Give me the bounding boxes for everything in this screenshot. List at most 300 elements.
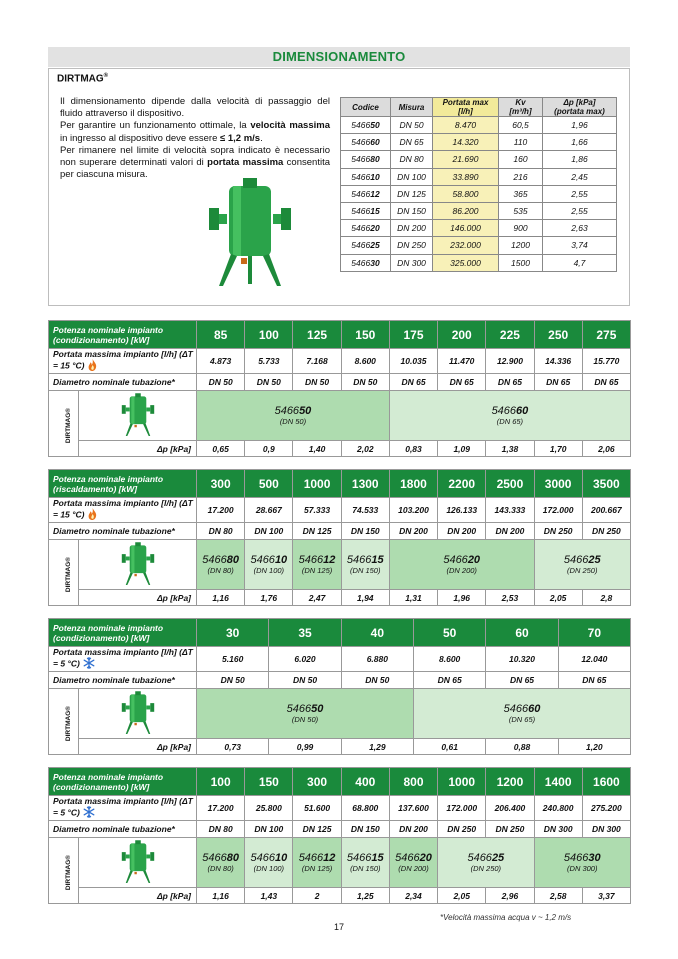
dp-value: 1,16 bbox=[197, 590, 245, 606]
model-row bbox=[49, 838, 631, 888]
dp-value: 1,38 bbox=[486, 441, 534, 457]
codes-row bbox=[341, 151, 617, 168]
flow-value: 126.133 bbox=[438, 498, 486, 523]
size-cell: DN 100 bbox=[391, 168, 433, 185]
dp-value: 2,02 bbox=[341, 441, 389, 457]
dp-cell: 2,55 bbox=[543, 185, 617, 202]
power-value: 40 bbox=[341, 619, 413, 647]
model-dn: (DN 100) bbox=[253, 864, 285, 873]
flow-value: 17.200 bbox=[197, 498, 245, 523]
col-header: Misura bbox=[391, 98, 433, 117]
model-code: 546610 bbox=[250, 554, 288, 566]
power-value: 1400 bbox=[534, 768, 582, 796]
flow-value: 137.600 bbox=[389, 796, 437, 821]
size-cell: DN 150 bbox=[391, 202, 433, 219]
flow-value: 200.667 bbox=[582, 498, 630, 523]
flow-value: 5.160 bbox=[197, 647, 269, 672]
dp-value: 1,70 bbox=[534, 441, 582, 457]
intro-text: Il dimensionamento dipende dalla velocità di passaggio del fluido attraverso il dispositivo. Per garantire un funzionamento ottimale, la velocità massima in ingresso al dispositivo deve essere ≤ 1,2 m/s. Per rimanere nel limite di velocità sopra indicato è necessario non superare determinati valori di portata massima consentita per ciascuna misura. bbox=[60, 96, 330, 181]
dp-value: 0,88 bbox=[486, 739, 558, 755]
model-row bbox=[49, 689, 631, 739]
flow-value: 172.000 bbox=[534, 498, 582, 523]
dp-value: 1,29 bbox=[341, 739, 413, 755]
model-dn: (DN 150) bbox=[350, 864, 381, 873]
model-dn: (DN 80) bbox=[207, 864, 234, 873]
power-value: 35 bbox=[269, 619, 341, 647]
codes-row bbox=[341, 237, 617, 254]
flame-icon bbox=[88, 359, 97, 373]
max-flow-cell: 232.000 bbox=[433, 237, 499, 254]
page-number: 17 bbox=[333, 922, 344, 932]
flow-label: Portata massima impianto [l/h] (ΔT = 5 °C) bbox=[49, 647, 197, 672]
model-cell bbox=[341, 838, 389, 888]
model-dn: (DN 250) bbox=[470, 864, 502, 873]
diameter-value: DN 125 bbox=[293, 523, 341, 540]
product-image-cell bbox=[79, 391, 197, 441]
diameter-value: DN 65 bbox=[558, 672, 630, 689]
diameter-value: DN 65 bbox=[414, 672, 486, 689]
flow-value: 6.020 bbox=[269, 647, 341, 672]
flow-value: 8.600 bbox=[341, 349, 389, 374]
dp-value: 2,96 bbox=[486, 888, 534, 904]
flow-value: 10.035 bbox=[389, 349, 437, 374]
diameter-value: DN 200 bbox=[486, 523, 534, 540]
size-cell: DN 50 bbox=[391, 117, 433, 134]
power-value: 1000 bbox=[438, 768, 486, 796]
sizing-table-conditioning-5-small bbox=[48, 618, 630, 755]
flow-value: 275.200 bbox=[582, 796, 630, 821]
dp-row bbox=[49, 888, 631, 904]
dp-label: Δp [kPa] bbox=[79, 888, 197, 904]
dp-cell: 1,66 bbox=[543, 134, 617, 151]
diameter-value: DN 200 bbox=[389, 523, 437, 540]
size-cell: DN 80 bbox=[391, 151, 433, 168]
model-code: 546615 bbox=[346, 554, 384, 566]
model-code: 546615 bbox=[346, 852, 384, 864]
diameter-value: DN 65 bbox=[486, 672, 558, 689]
dp-value: 1,20 bbox=[558, 739, 630, 755]
product-image-cell bbox=[79, 540, 197, 590]
diameter-value: DN 65 bbox=[534, 374, 582, 391]
max-flow-cell: 146.000 bbox=[433, 220, 499, 237]
dp-value: 2,05 bbox=[438, 888, 486, 904]
flow-value: 14.336 bbox=[534, 349, 582, 374]
codes-row bbox=[341, 254, 617, 271]
power-row bbox=[49, 321, 631, 349]
flow-value: 68.800 bbox=[341, 796, 389, 821]
model-code: 546620 bbox=[443, 554, 481, 566]
model-dn: (DN 100) bbox=[253, 566, 285, 575]
flow-label: Portata massima impianto [l/h] (ΔT = 15 °C) bbox=[49, 349, 197, 374]
diameter-value: DN 300 bbox=[582, 821, 630, 838]
diameter-value: DN 100 bbox=[245, 821, 293, 838]
size-cell: DN 250 bbox=[391, 237, 433, 254]
power-value: 175 bbox=[389, 321, 437, 349]
model-code: 546650 bbox=[286, 703, 324, 715]
model-cell bbox=[438, 838, 534, 888]
model-cell bbox=[197, 838, 245, 888]
kv-cell: 1200 bbox=[499, 237, 543, 254]
dp-value: 2 bbox=[293, 888, 341, 904]
dp-value: 0,99 bbox=[269, 739, 341, 755]
diameter-value: DN 50 bbox=[293, 374, 341, 391]
model-code: 546625 bbox=[563, 554, 601, 566]
flame-icon bbox=[88, 508, 97, 522]
flow-value: 51.600 bbox=[293, 796, 341, 821]
diameter-value: DN 65 bbox=[389, 374, 437, 391]
col-header: Portata max [l/h] bbox=[433, 98, 499, 117]
dp-cell: 4,7 bbox=[543, 254, 617, 271]
flow-value: 74.533 bbox=[341, 498, 389, 523]
product-image-cell bbox=[79, 689, 197, 739]
model-cell bbox=[389, 391, 630, 441]
flow-label: Portata massima impianto [l/h] (ΔT = 15 °C) bbox=[49, 498, 197, 523]
power-row bbox=[49, 619, 631, 647]
diameter-row bbox=[49, 821, 631, 838]
dp-value: 0,65 bbox=[197, 441, 245, 457]
power-value: 125 bbox=[293, 321, 341, 349]
dp-value: 1,31 bbox=[389, 590, 437, 606]
power-value: 2500 bbox=[486, 470, 534, 498]
code-cell: 546610 bbox=[341, 168, 391, 185]
power-label: Potenza nominale impianto (condizionamento) [kW] bbox=[49, 619, 197, 647]
dp-value: 2,47 bbox=[293, 590, 341, 606]
dp-value: 1,76 bbox=[245, 590, 293, 606]
power-value: 300 bbox=[293, 768, 341, 796]
col-header: Codice bbox=[341, 98, 391, 117]
model-cell bbox=[197, 391, 390, 441]
diameter-row bbox=[49, 523, 631, 540]
model-cell bbox=[534, 838, 630, 888]
power-value: 100 bbox=[197, 768, 245, 796]
code-cell: 546650 bbox=[341, 117, 391, 134]
dp-cell: 1,96 bbox=[543, 117, 617, 134]
max-flow-cell: 14.320 bbox=[433, 134, 499, 151]
sizing-table-conditioning-15 bbox=[48, 320, 630, 457]
dirtmag-side-label: DIRTMAG® bbox=[49, 391, 79, 457]
max-flow-cell: 21.690 bbox=[433, 151, 499, 168]
power-label: Potenza nominale impianto (riscaldamento) [kW] bbox=[49, 470, 197, 498]
power-value: 70 bbox=[558, 619, 630, 647]
power-value: 150 bbox=[245, 768, 293, 796]
power-value: 1000 bbox=[293, 470, 341, 498]
dp-value: 2,53 bbox=[486, 590, 534, 606]
size-cell: DN 65 bbox=[391, 134, 433, 151]
flow-value: 8.600 bbox=[414, 647, 486, 672]
power-value: 100 bbox=[245, 321, 293, 349]
dp-row bbox=[49, 739, 631, 755]
kv-cell: 60,5 bbox=[499, 117, 543, 134]
dp-row bbox=[49, 590, 631, 606]
diameter-label: Diametro nominale tubazione* bbox=[49, 672, 197, 689]
code-cell: 546680 bbox=[341, 151, 391, 168]
power-value: 1300 bbox=[341, 470, 389, 498]
dp-value: 0,9 bbox=[245, 441, 293, 457]
codes-row bbox=[341, 117, 617, 134]
dp-value: 1,09 bbox=[438, 441, 486, 457]
model-row bbox=[49, 391, 631, 441]
power-value: 300 bbox=[197, 470, 245, 498]
diameter-label: Diametro nominale tubazione* bbox=[49, 523, 197, 540]
dp-value: 0,83 bbox=[389, 441, 437, 457]
flow-value: 11.470 bbox=[438, 349, 486, 374]
diameter-value: DN 250 bbox=[438, 821, 486, 838]
dp-cell: 1,86 bbox=[543, 151, 617, 168]
model-cell bbox=[389, 838, 437, 888]
col-header: Kv [m³/h] bbox=[499, 98, 543, 117]
dp-label: Δp [kPa] bbox=[79, 441, 197, 457]
dirtmag-side-label: DIRTMAG® bbox=[49, 838, 79, 904]
flow-value: 12.040 bbox=[558, 647, 630, 672]
power-value: 800 bbox=[389, 768, 437, 796]
power-value: 400 bbox=[341, 768, 389, 796]
flow-value: 240.800 bbox=[534, 796, 582, 821]
diameter-value: DN 50 bbox=[197, 374, 245, 391]
model-dn: (DN 50) bbox=[279, 417, 307, 426]
dp-value: 0,61 bbox=[414, 739, 486, 755]
dp-value: 1,43 bbox=[245, 888, 293, 904]
model-code: 546625 bbox=[467, 852, 505, 864]
model-dn: (DN 80) bbox=[207, 566, 234, 575]
dp-value: 1,16 bbox=[197, 888, 245, 904]
model-dn: (DN 250) bbox=[567, 566, 598, 575]
power-value: 50 bbox=[414, 619, 486, 647]
max-flow-cell: 8.470 bbox=[433, 117, 499, 134]
flow-value: 5.733 bbox=[245, 349, 293, 374]
flow-value: 206.400 bbox=[486, 796, 534, 821]
dp-value: 0,73 bbox=[197, 739, 269, 755]
diameter-value: DN 80 bbox=[197, 523, 245, 540]
power-row bbox=[49, 768, 631, 796]
dp-cell: 2,63 bbox=[543, 220, 617, 237]
code-cell: 546615 bbox=[341, 202, 391, 219]
code-cell: 546612 bbox=[341, 185, 391, 202]
kv-cell: 1500 bbox=[499, 254, 543, 271]
codes-table bbox=[340, 97, 617, 272]
codes-row bbox=[341, 185, 617, 202]
dp-value: 1,96 bbox=[438, 590, 486, 606]
sizing-table-heating-15 bbox=[48, 469, 630, 606]
diameter-value: DN 200 bbox=[438, 523, 486, 540]
diameter-value: DN 50 bbox=[269, 672, 341, 689]
flow-row bbox=[49, 796, 631, 821]
codes-row bbox=[341, 202, 617, 219]
diameter-value: DN 150 bbox=[341, 821, 389, 838]
diameter-value: DN 50 bbox=[341, 374, 389, 391]
model-cell bbox=[341, 540, 389, 590]
model-code: 546612 bbox=[298, 554, 336, 566]
diameter-value: DN 80 bbox=[197, 821, 245, 838]
model-cell bbox=[293, 540, 341, 590]
diameter-value: DN 250 bbox=[582, 523, 630, 540]
power-value: 275 bbox=[582, 321, 630, 349]
model-cell bbox=[414, 689, 631, 739]
dp-value: 2,34 bbox=[389, 888, 437, 904]
model-dn: (DN 65) bbox=[508, 715, 536, 724]
max-flow-cell: 33.890 bbox=[433, 168, 499, 185]
product-image-cell bbox=[79, 838, 197, 888]
code-cell: 546620 bbox=[341, 220, 391, 237]
model-cell bbox=[197, 689, 414, 739]
model-cell bbox=[197, 540, 245, 590]
flow-label: Portata massima impianto [l/h] (ΔT = 5 °C) bbox=[49, 796, 197, 821]
size-cell: DN 125 bbox=[391, 185, 433, 202]
model-code: 546610 bbox=[250, 852, 288, 864]
model-dn: (DN 200) bbox=[398, 864, 429, 873]
flow-value: 4.873 bbox=[197, 349, 245, 374]
intro-section bbox=[48, 68, 630, 306]
diameter-value: DN 50 bbox=[341, 672, 413, 689]
dp-value: 2,06 bbox=[582, 441, 630, 457]
dp-value: 2,58 bbox=[534, 888, 582, 904]
flow-value: 28.667 bbox=[245, 498, 293, 523]
flow-value: 15.770 bbox=[582, 349, 630, 374]
flow-row bbox=[49, 498, 631, 523]
codes-row bbox=[341, 134, 617, 151]
code-cell: 546630 bbox=[341, 254, 391, 271]
power-value: 30 bbox=[197, 619, 269, 647]
code-cell: 546660 bbox=[341, 134, 391, 151]
size-cell: DN 300 bbox=[391, 254, 433, 271]
flow-value: 143.333 bbox=[486, 498, 534, 523]
col-header: Δp [kPa] (portata max) bbox=[543, 98, 617, 117]
model-cell bbox=[245, 540, 293, 590]
dirtmag-separator-icon bbox=[121, 430, 155, 440]
flow-value: 172.000 bbox=[438, 796, 486, 821]
diameter-value: DN 250 bbox=[534, 523, 582, 540]
kv-cell: 110 bbox=[499, 134, 543, 151]
flow-value: 10.320 bbox=[486, 647, 558, 672]
dp-cell: 2,55 bbox=[543, 202, 617, 219]
sizing-table-conditioning-5-large bbox=[48, 767, 630, 904]
model-code: 546680 bbox=[202, 554, 239, 566]
dp-cell: 3,74 bbox=[543, 237, 617, 254]
kv-cell: 535 bbox=[499, 202, 543, 219]
flow-value: 25.800 bbox=[245, 796, 293, 821]
power-value: 150 bbox=[341, 321, 389, 349]
diameter-value: DN 65 bbox=[582, 374, 630, 391]
snowflake-icon bbox=[83, 657, 95, 671]
diameter-label: Diametro nominale tubazione* bbox=[49, 821, 197, 838]
model-cell bbox=[293, 838, 341, 888]
max-flow-cell: 86.200 bbox=[433, 202, 499, 219]
dirtmag-side-label: DIRTMAG® bbox=[49, 540, 79, 606]
model-dn: (DN 50) bbox=[291, 715, 319, 724]
power-row bbox=[49, 470, 631, 498]
model-dn: (DN 65) bbox=[496, 417, 524, 426]
diameter-value: DN 125 bbox=[293, 821, 341, 838]
power-value: 2200 bbox=[438, 470, 486, 498]
dp-value: 2,05 bbox=[534, 590, 582, 606]
dirtmag-side-label: DIRTMAG® bbox=[49, 689, 79, 755]
snowflake-icon bbox=[83, 806, 95, 820]
power-value: 1600 bbox=[582, 768, 630, 796]
model-cell bbox=[245, 838, 293, 888]
model-cell bbox=[389, 540, 534, 590]
power-value: 60 bbox=[486, 619, 558, 647]
max-flow-cell: 325.000 bbox=[433, 254, 499, 271]
model-dn: (DN 150) bbox=[350, 566, 381, 575]
flow-row bbox=[49, 647, 631, 672]
dp-cell: 2,45 bbox=[543, 168, 617, 185]
model-dn: (DN 125) bbox=[301, 864, 333, 873]
size-cell: DN 200 bbox=[391, 220, 433, 237]
model-code: 546680 bbox=[202, 852, 239, 864]
model-dn: (DN 300) bbox=[567, 864, 598, 873]
power-value: 3000 bbox=[534, 470, 582, 498]
model-code: 546612 bbox=[298, 852, 336, 864]
product-title: DIRTMAG® bbox=[57, 73, 109, 85]
model-code: 546660 bbox=[491, 405, 529, 417]
model-dn: (DN 200) bbox=[446, 566, 477, 575]
diameter-value: DN 200 bbox=[389, 821, 437, 838]
section-title: DIMENSIONAMENTO bbox=[272, 49, 406, 64]
model-cell bbox=[534, 540, 630, 590]
dp-row bbox=[49, 441, 631, 457]
dp-value: 1,40 bbox=[293, 441, 341, 457]
dirtmag-separator-icon bbox=[207, 178, 293, 288]
dp-value: 1,94 bbox=[341, 590, 389, 606]
dp-label: Δp [kPa] bbox=[79, 590, 197, 606]
dirtmag-separator-icon bbox=[121, 579, 155, 589]
power-value: 225 bbox=[486, 321, 534, 349]
flow-value: 17.200 bbox=[197, 796, 245, 821]
diameter-value: DN 250 bbox=[486, 821, 534, 838]
dp-value: 3,37 bbox=[582, 888, 630, 904]
flow-value: 57.333 bbox=[293, 498, 341, 523]
power-value: 250 bbox=[534, 321, 582, 349]
dp-label: Δp [kPa] bbox=[79, 739, 197, 755]
max-flow-cell: 58.800 bbox=[433, 185, 499, 202]
kv-cell: 365 bbox=[499, 185, 543, 202]
model-row bbox=[49, 540, 631, 590]
model-code: 546620 bbox=[395, 852, 432, 864]
diameter-value: DN 150 bbox=[341, 523, 389, 540]
codes-row bbox=[341, 168, 617, 185]
section-title-bar bbox=[48, 47, 630, 67]
power-value: 500 bbox=[245, 470, 293, 498]
model-dn: (DN 125) bbox=[301, 566, 333, 575]
diameter-row bbox=[49, 374, 631, 391]
dp-value: 2,8 bbox=[582, 590, 630, 606]
footnote: *Velocità massima acqua v ~ 1,2 m/s bbox=[440, 913, 572, 922]
flow-value: 6.880 bbox=[341, 647, 413, 672]
model-code: 546630 bbox=[563, 852, 601, 864]
dp-value: 1,25 bbox=[341, 888, 389, 904]
diameter-value: DN 100 bbox=[245, 523, 293, 540]
diameter-value: DN 50 bbox=[197, 672, 269, 689]
power-value: 85 bbox=[197, 321, 245, 349]
flow-row bbox=[49, 349, 631, 374]
diameter-value: DN 65 bbox=[438, 374, 486, 391]
power-value: 1200 bbox=[486, 768, 534, 796]
kv-cell: 216 bbox=[499, 168, 543, 185]
flow-value: 7.168 bbox=[293, 349, 341, 374]
power-label: Potenza nominale impianto (condizionamento) [kW] bbox=[49, 768, 197, 796]
diameter-label: Diametro nominale tubazione* bbox=[49, 374, 197, 391]
power-value: 1800 bbox=[389, 470, 437, 498]
power-label: Potenza nominale impianto (condizionamento) [kW] bbox=[49, 321, 197, 349]
dirtmag-separator-icon bbox=[121, 728, 155, 738]
codes-row bbox=[341, 220, 617, 237]
diameter-row bbox=[49, 672, 631, 689]
code-cell: 546625 bbox=[341, 237, 391, 254]
model-code: 546650 bbox=[274, 405, 312, 417]
kv-cell: 160 bbox=[499, 151, 543, 168]
flow-value: 103.200 bbox=[389, 498, 437, 523]
power-value: 200 bbox=[438, 321, 486, 349]
model-code: 546660 bbox=[503, 703, 541, 715]
